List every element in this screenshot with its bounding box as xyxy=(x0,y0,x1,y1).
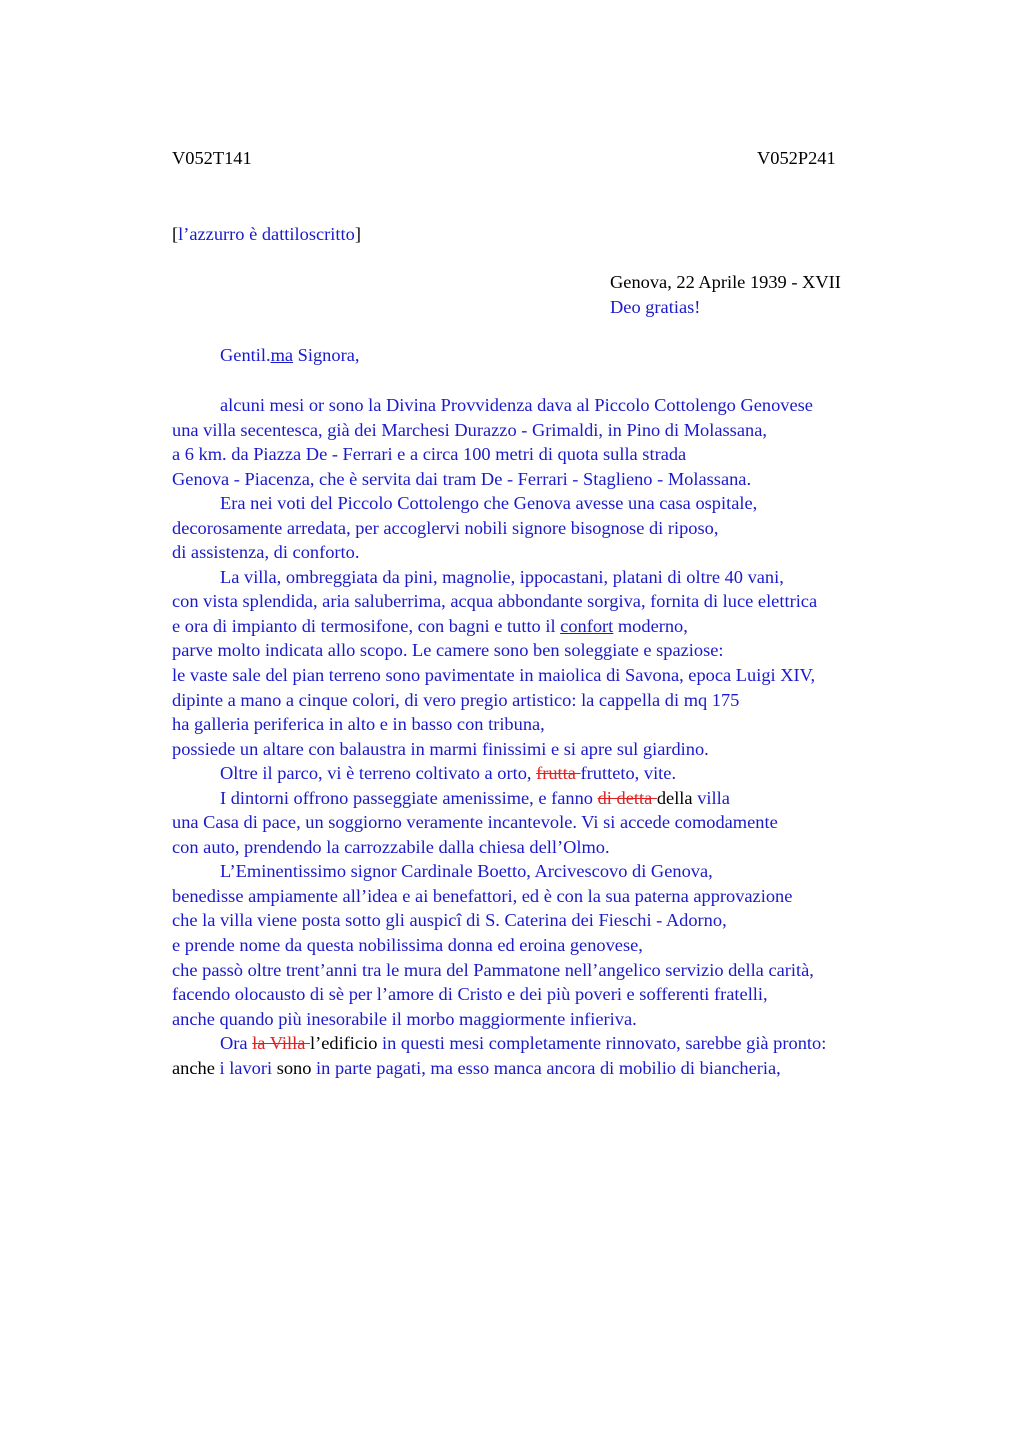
note-bracket-close: ] xyxy=(354,224,361,244)
text-line: L’Eminentissimo signor Cardinale Boetto, Arcivescovo di Genova, xyxy=(220,861,713,882)
deleted-word: di detta xyxy=(597,787,657,808)
text-line: le vaste sale del pian terreno sono pavimentate in maiolica di Savona, epoca Luigi XIV, xyxy=(172,665,816,686)
text-line: una villa secentesca, già dei Marchesi Durazzo - Grimaldi, in Pino di Molassana, xyxy=(172,419,767,440)
handwritten-insertion: l’edificio xyxy=(309,1033,378,1054)
text-line: facendo olocausto di sè per l’amore di Cristo e dei più poveri e sofferenti fratelli, xyxy=(172,984,768,1005)
text-line: Genova - Piacenza, che è servita dai tram De - Ferrari - Staglieno - Molassana. xyxy=(172,468,752,489)
deleted-word: frutta xyxy=(536,763,581,784)
text-segment: I dintorni offrono passeggiate amenissime, e fanno xyxy=(220,787,598,808)
text-line: dipinte a mano a cinque colori, di vero pregio artistico: la cappella di mq 175 xyxy=(172,689,740,710)
text-line: a 6 km. da Piazza De - Ferrari e a circa 100 metri di quota sulla strada xyxy=(172,444,687,465)
handwritten-insertion: anche xyxy=(172,1057,215,1078)
salutation xyxy=(220,343,359,367)
text-line: ha galleria periferica in alto e in basso con tribuna, xyxy=(172,714,545,735)
editorial-note xyxy=(172,222,361,246)
motto: Deo gratias! xyxy=(610,296,701,317)
text-segment: villa xyxy=(692,787,730,808)
underlined-word: confort xyxy=(560,615,614,636)
note-text: l’azzurro è dattiloscritto xyxy=(178,224,355,244)
text-line: anche quando più inesorabile il morbo maggiormente infieriva. xyxy=(172,1008,637,1029)
text-line: alcuni mesi or sono la Divina Provvidenza dava al Piccolo Cottolengo Genovese xyxy=(220,395,813,415)
text-line: che passò oltre trent’anni tra le mura del Pammatone nell’angelico servizio della carità, xyxy=(172,959,814,980)
handwritten-insertion: sono xyxy=(276,1057,312,1078)
text-line: parve molto indicata allo scopo. Le camere sono ben soleggiate e spaziose: xyxy=(172,640,724,661)
note-bracket-open: [ xyxy=(172,224,179,244)
text-segment: e ora di impianto di termosifone, con bagni e tutto il xyxy=(172,615,561,636)
letter-body xyxy=(172,393,932,1080)
text-line: con vista splendida, aria saluberrima, acqua abbondante sorgiva, fornita di luce elettrica xyxy=(172,591,818,612)
dateline xyxy=(610,270,841,319)
text-segment: i lavori xyxy=(214,1057,277,1078)
text-line: e prende nome da questa nobilissima donna ed eroina genovese, xyxy=(172,935,643,956)
text-segment: in questi mesi completamente rinnovato, sarebbe già pronto: xyxy=(377,1033,827,1054)
text-line: possiede un altare con balaustra in marmi finissimi e si apre sul giardino. xyxy=(172,738,709,759)
place-date: Genova, 22 Aprile 1939 - XVII xyxy=(610,272,841,292)
text-line: Era nei voti del Piccolo Cottolengo che Genova avesse una casa ospitale, xyxy=(220,493,758,514)
text-segment: Ora xyxy=(220,1033,253,1054)
text-line xyxy=(172,786,932,811)
salutation-abbrev: ma xyxy=(270,345,294,365)
text-segment: in parte pagati, ma esso manca ancora di mobilio di biancheria, xyxy=(311,1057,781,1078)
text-line: con auto, prendendo la carrozzabile dalla chiesa dell’Olmo. xyxy=(172,836,610,857)
text-line xyxy=(172,614,932,639)
text-line: decorosamente arredata, per accoglervi nobili signore bisognose di riposo, xyxy=(172,517,719,538)
text-line: La villa, ombreggiata da pini, magnolie, ippocastani, platani di oltre 40 vani, xyxy=(220,566,784,587)
text-line: di assistenza, di conforto. xyxy=(172,542,360,563)
text-segment: frutteto, vite. xyxy=(580,763,677,784)
handwritten-insertion: della xyxy=(656,787,693,808)
text-line xyxy=(172,1031,932,1056)
document-code-left: V052T141 xyxy=(172,148,252,168)
text-line: benedisse ampiamente all’idea e ai benefattori, ed è con la sua paterna approvazione xyxy=(172,885,793,906)
deleted-word: la Villa xyxy=(252,1033,310,1054)
text-segment: moderno, xyxy=(613,615,688,636)
text-line xyxy=(172,1056,932,1081)
text-line: una Casa di pace, un soggiorno veramente incantevole. Vi si accede comodamente xyxy=(172,812,778,833)
text-line xyxy=(172,761,932,786)
text-segment: Oltre il parco, vi è terreno coltivato a orto, xyxy=(220,763,537,784)
document-code-right: V052P241 xyxy=(757,148,836,168)
text-line: che la villa viene posta sotto gli auspicî di S. Caterina dei Fieschi - Adorno, xyxy=(172,910,727,931)
salutation-post: Signora, xyxy=(293,345,360,365)
salutation-pre: Gentil. xyxy=(220,345,271,365)
